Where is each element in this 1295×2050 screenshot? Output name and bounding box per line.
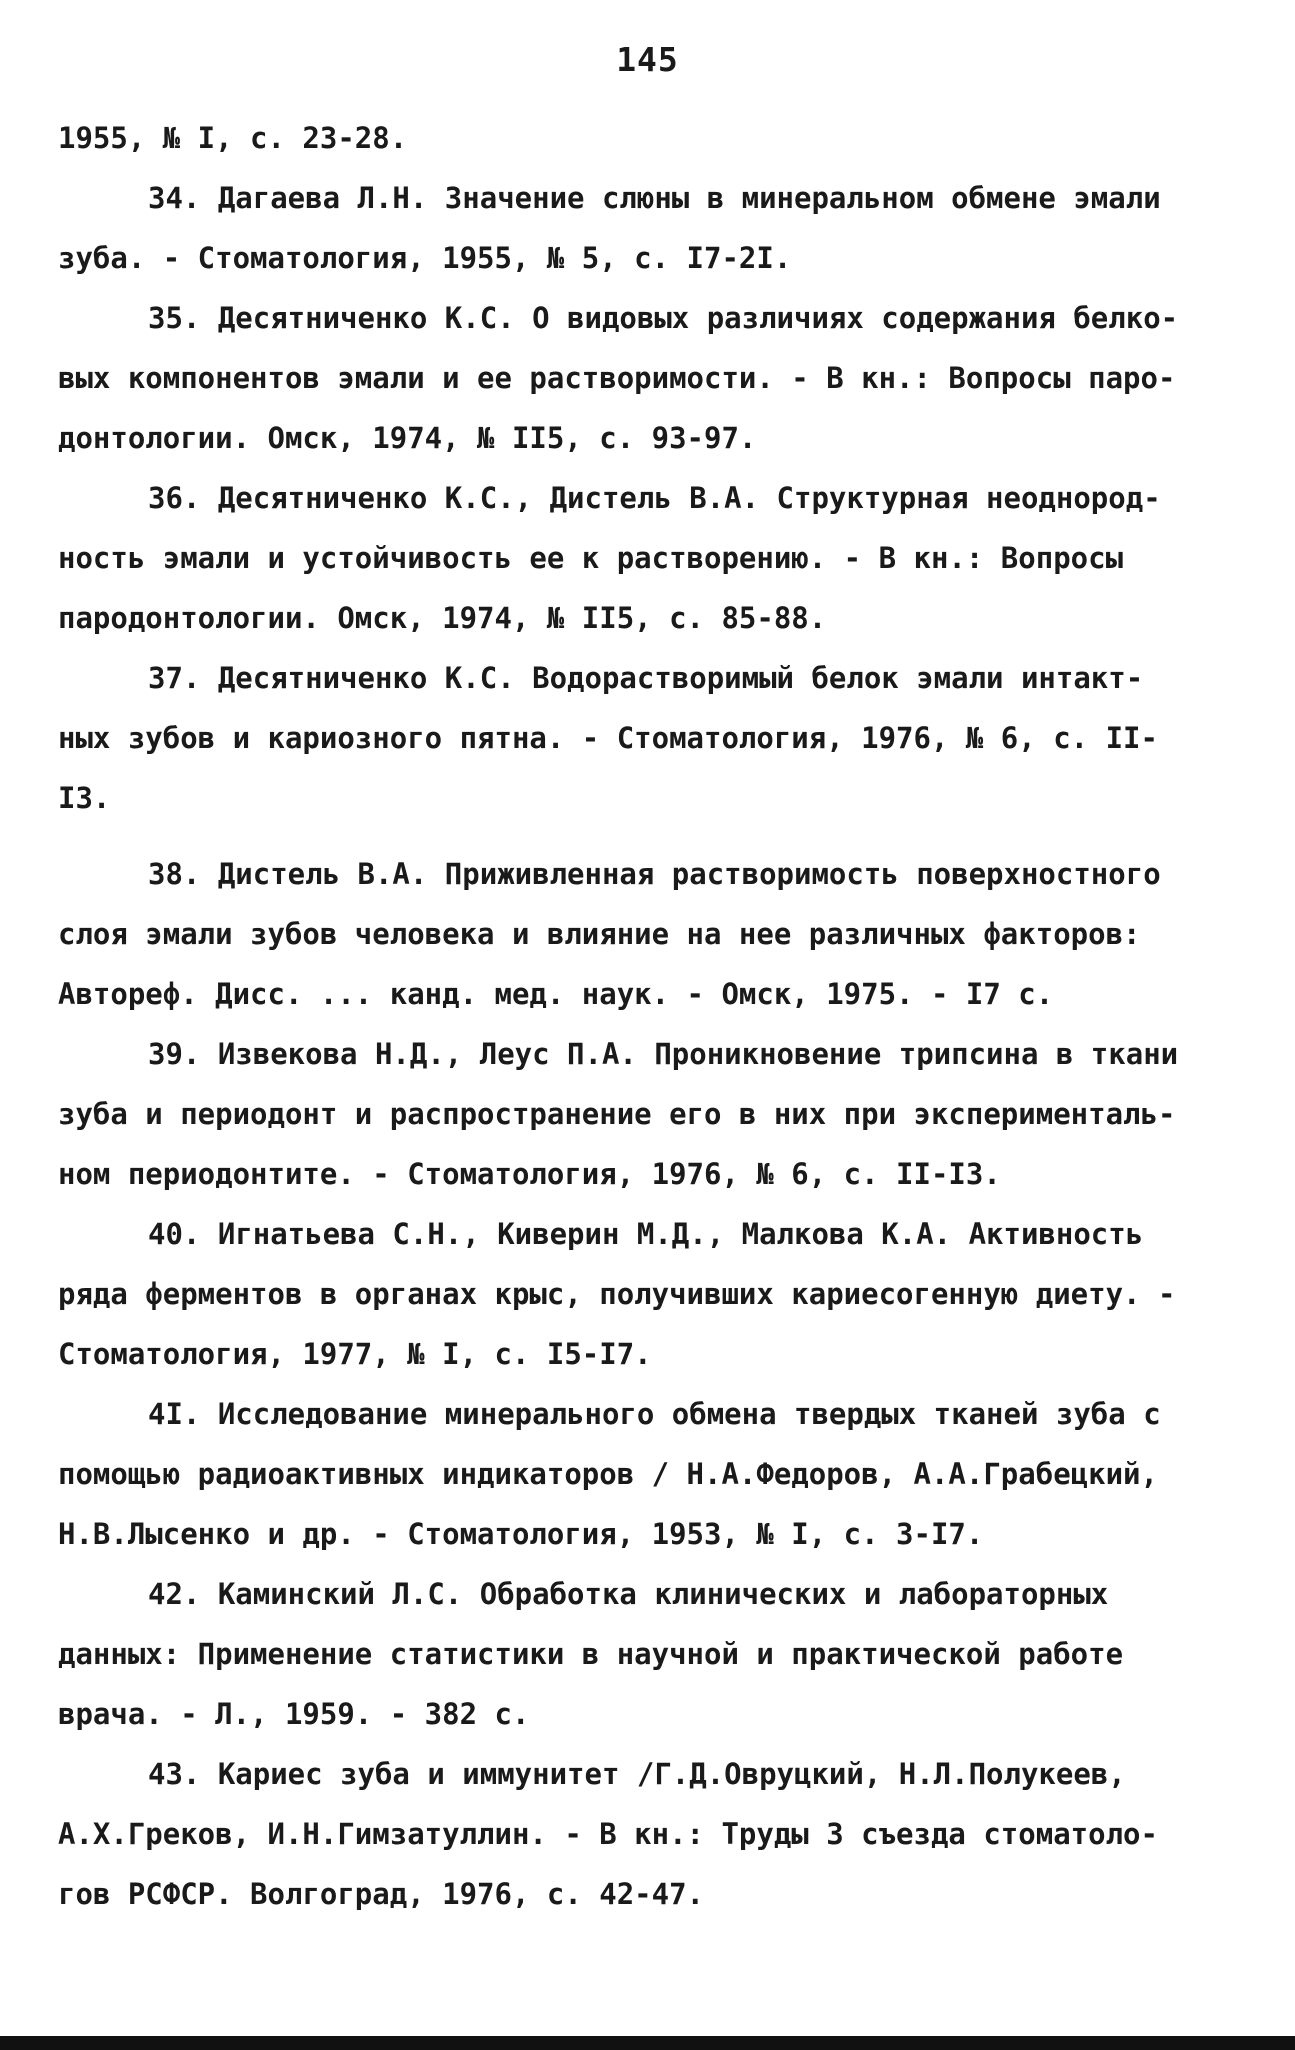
text-line: слоя эмали зубов человека и влияние на нее различных факторов: xyxy=(58,917,1141,951)
reference-36-line: 36. Десятниченко К.С., Дистель В.А. Структурная неоднород- xyxy=(148,481,1161,515)
reference-35-line: 35. Десятниченко К.С. О видовых различиях содержания белко- xyxy=(148,301,1179,335)
reference-42-line: 42. Каминский Л.С. Обработка клинических и лабораторных xyxy=(148,1577,1109,1611)
scan-edge-bar xyxy=(0,2036,1295,2050)
text-line: гов РСФСР. Волгоград, 1976, с. 42-47. xyxy=(58,1877,705,1911)
text-line: ных зубов и кариозного пятна. - Стоматология, 1976, № 6, с. II- xyxy=(58,721,1158,755)
reference-41-line: 4I. Исследование минерального обмена твердых тканей зуба с xyxy=(148,1397,1161,1431)
reference-39-line: 39. Извекова Н.Д., Леус П.А. Проникновение трипсина в ткани xyxy=(148,1037,1179,1071)
reference-43-line: 43. Кариес зуба и иммунитет /Г.Д.Овруцкий, Н.Л.Полукеев, xyxy=(148,1757,1126,1791)
text-line: ность эмали и устойчивость ее к растворению. - В кн.: Вопросы xyxy=(58,541,1124,575)
text-line: вых компонентов эмали и ее растворимости. - В кн.: Вопросы паро- xyxy=(58,361,1176,395)
reference-37-line: 37. Десятниченко К.С. Водорастворимый белок эмали интакт- xyxy=(148,661,1144,695)
text-line: Автореф. Дисс. ... канд. мед. наук. - Омск, 1975. - I7 с. xyxy=(58,977,1054,1011)
text-line: I3. xyxy=(58,781,111,815)
text-line: пародонтологии. Омск, 1974, № II5, с. 85-88. xyxy=(58,601,827,635)
text-line: Стоматология, 1977, № I, с. I5-I7. xyxy=(58,1337,652,1371)
text-line: донтологии. Омск, 1974, № II5, с. 93-97. xyxy=(58,421,757,455)
text-line: ном периодонтите. - Стоматология, 1976, № 6, с. II-I3. xyxy=(58,1157,1001,1191)
text-line: 1955, № I, с. 23-28. xyxy=(58,121,408,155)
text-line: А.Х.Греков, И.Н.Гимзатуллин. - В кн.: Труды 3 съезда стоматоло- xyxy=(58,1817,1158,1851)
text-line: зуба. - Стоматология, 1955, № 5, с. I7-2I. xyxy=(58,241,792,275)
text-line: Н.В.Лысенко и др. - Стоматология, 1953, № I, с. 3-I7. xyxy=(58,1517,984,1551)
text-line: данных: Применение статистики в научной и практической работе xyxy=(58,1637,1124,1671)
text-line: зуба и периодонт и распространение его в них при эксперименталь- xyxy=(58,1097,1176,1131)
text-line: врача. - Л., 1959. - 382 с. xyxy=(58,1697,530,1731)
text-line: ряда ферментов в органах крыс, получивших кариесогенную диету. - xyxy=(58,1277,1176,1311)
text-line: помощью радиоактивных индикаторов / Н.А.Федоров, А.А.Грабецкий, xyxy=(58,1457,1158,1491)
bibliography-text xyxy=(58,108,1218,1924)
page-number: 145 xyxy=(616,40,679,79)
reference-38-line: 38. Дистель В.А. Приживленная растворимость поверхностного xyxy=(148,857,1161,891)
reference-34-line: 34. Дагаева Л.Н. Значение слюны в минеральном обмене эмали xyxy=(148,181,1161,215)
reference-40-line: 40. Игнатьева С.Н., Киверин М.Д., Малкова К.А. Активность xyxy=(148,1217,1144,1251)
